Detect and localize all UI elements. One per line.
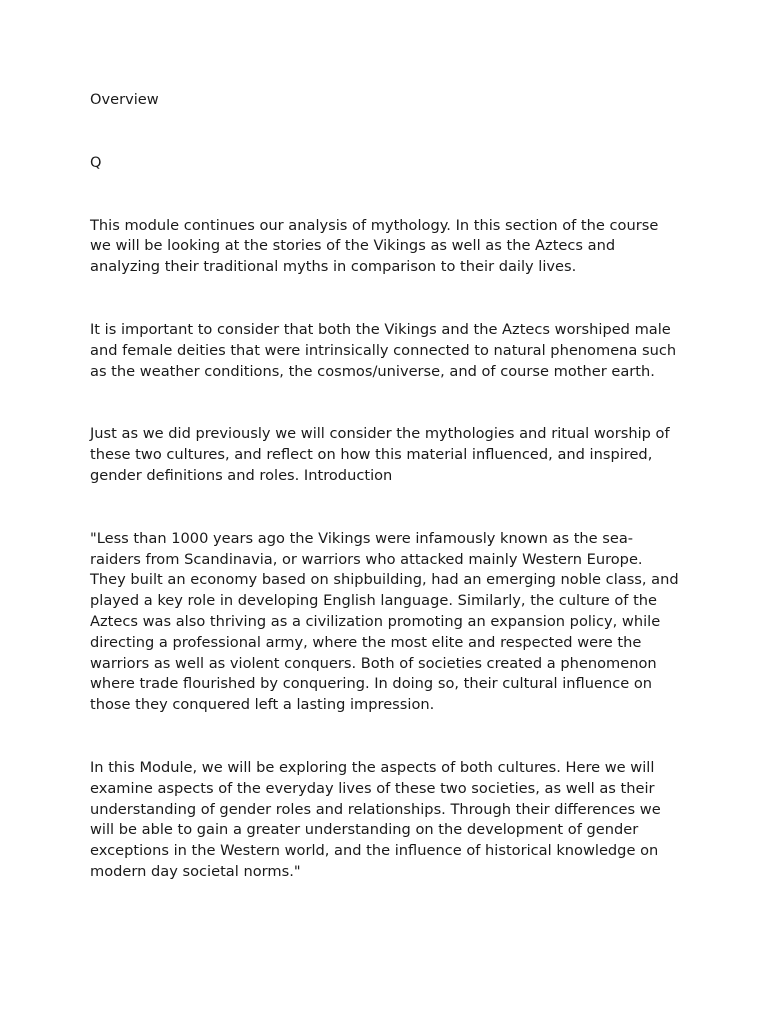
paragraph-deities: It is important to consider that both the Vikings and the Aztecs worshiped male and female deities that were intrinsically connected to natural phenomena such as the weather conditions, the cosmos/universe, and of course mother earth.	[90, 320, 677, 380]
paragraph-quote-history: "Less than 1000 years ago the Vikings were infamously known as the sea-raiders from Scandinavia, or warriors who attacked mainly Western Europe. They built an economy based on shipbuilding, had an emerging noble class, and played a key role in developing English language. Similarly, the culture of the Aztecs was also thriving as a civilization promoting an expansion policy, while directing a professional army, where the most elite and respected were the warriors as well as violent conquers. Both of societies created a phenomenon where trade flourished by conquering. In doing so, their cultural influence on those they conquered left a lasting impression.	[90, 529, 679, 714]
document-marker: Q	[90, 153, 102, 171]
document-page	[90, 90, 682, 925]
document-heading: Overview	[90, 91, 159, 108]
paragraph-intro: This module continues our analysis of mythology. In this section of the course we will be looking at the stories of the Vikings as well as the Aztecs and analyzing their traditional myths in comparison to their daily lives.	[90, 216, 659, 276]
paragraph-module-goals: In this Module, we will be exploring the aspects of both cultures. Here we will examine aspects of the everyday lives of these two societies, as well as their understanding of gender roles and relationships. Through their differences we will be able to gain a greater understanding on the development of gender exceptions in the Western world, and the influence of historical knowledge on modern day societal norms."	[90, 758, 661, 880]
paragraph-mythologies: Just as we did previously we will consider the mythologies and ritual worship of these two cultures, and reflect on how this material influenced, and inspired, gender definitions and roles. Introduction	[90, 425, 670, 484]
